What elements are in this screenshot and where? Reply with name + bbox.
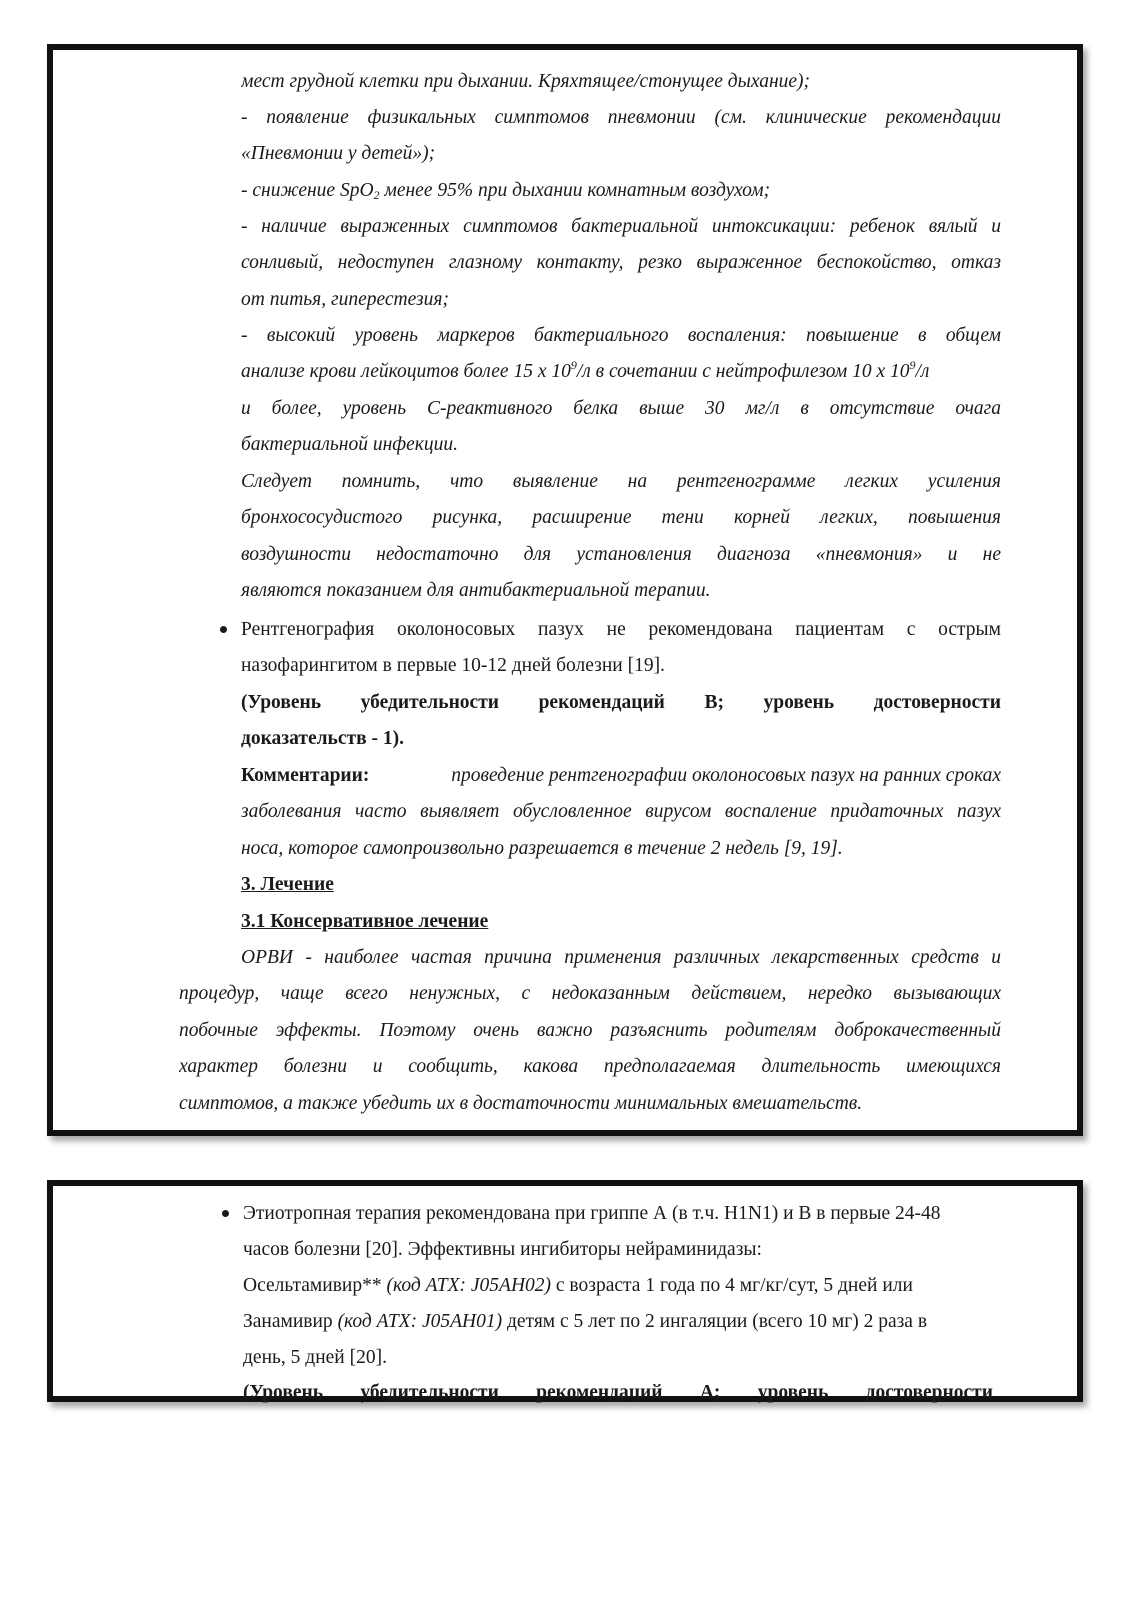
text-line: день, 5 дней [20]. xyxy=(243,1347,387,1368)
text-line: Следует помнить, что выявление на рентгенограмме легких усиления xyxy=(241,471,1001,492)
evidence-level-line: (Уровень убедительности рекомендаций В; уровень достоверности xyxy=(241,692,1001,713)
evidence-level-line: доказательств - 1). xyxy=(241,728,404,749)
text-line: мест грудной клетки при дыхании. Кряхтящее/стонущее дыхание); xyxy=(241,71,811,92)
document-page-frame-1 xyxy=(47,44,1083,1136)
text-line: воздушности недостаточно для установления диагноза «пневмония» и не xyxy=(241,544,1001,565)
text-line: носа, которое самопроизвольно разрешается в течение 2 недель [9, 19]. xyxy=(241,838,843,859)
text-line: побочные эффекты. Поэтому очень важно разъяснить родителям доброкачественный xyxy=(179,1020,1001,1041)
comment-line: Комментарии: проведение рентгенографии околоносовых пазух на ранних сроках xyxy=(241,765,1001,786)
text-line: Рентгенография околоносовых пазух не рекомендована пациентам с острым xyxy=(241,619,1001,640)
drug-line: Занамивир (код АТХ: J05AH01) детям с 5 лет по 2 ингаляции (всего 10 мг) 2 раза в xyxy=(243,1311,928,1332)
text-line: часов болезни [20]. Эффективны ингибиторы нейраминидазы: xyxy=(243,1239,762,1260)
text-line: - появление физикальных симптомов пневмонии (см. клинические рекомендации xyxy=(241,107,1001,128)
bullet-icon xyxy=(222,1210,229,1217)
text-line: Этиотропная терапия рекомендована при гриппе А (в т.ч. H1N1) и В в первые 24-48 xyxy=(243,1203,941,1224)
drug-line: Осельтамивир** (код АТХ: J05AH02) с возраста 1 года по 4 мг/кг/сут, 5 дней или xyxy=(243,1275,913,1296)
subsection-heading: 3.1 Консервативное лечение xyxy=(241,911,489,932)
section-heading: 3. Лечение xyxy=(241,874,334,895)
text-line: бронхососудистого рисунка, расширение тени корней легких, повышения xyxy=(241,507,1001,528)
text-line: являются показанием для антибактериальной терапии. xyxy=(241,580,711,601)
text-line: - наличие выраженных симптомов бактериальной интоксикации: ребенок вялый и xyxy=(241,216,1001,237)
text-line: и более, уровень С-реактивного белка выше 30 мг/л в отсутствие очага xyxy=(241,398,1001,419)
document-page-frame-2 xyxy=(47,1180,1083,1402)
text-line-leukocytes: анализе крови лейкоцитов более 15 х $10^9/л$ в сочетании с нейтрофилезом 10 х $10^9/л$ xyxy=(241,358,930,382)
text-line: характер болезни и сообщить, какова предполагаемая длительность имеющихся xyxy=(179,1056,1001,1077)
bullet-icon xyxy=(220,626,227,633)
text-line: ОРВИ - наиболее частая причина применения различных лекарственных средств и xyxy=(241,947,1001,968)
text-line: от питья, гиперестезия; xyxy=(241,289,449,310)
text-line: «Пневмонии у детей»); xyxy=(241,143,436,164)
text-line: бактериальной инфекции. xyxy=(241,434,459,455)
text-line: - высокий уровень маркеров бактериального воспаления: повышение в общем xyxy=(241,325,1001,346)
text-line-spo2: - снижение SpO$_2$ менее 95% при дыхании комнатным воздухом; xyxy=(241,180,771,202)
text-line: процедур, чаще всего ненужных, с недоказанным действием, нередко вызывающих xyxy=(179,983,1001,1004)
text-line: заболевания часто выявляет обусловленное вирусом воспаление придаточных пазух xyxy=(241,801,1001,822)
text-line: назофарингитом в первые 10-12 дней болезни [19]. xyxy=(241,655,665,676)
text-line: симптомов, а также убедить их в достаточности минимальных вмешательств. xyxy=(179,1093,863,1114)
evidence-level-line: (Уровень убедительности рекомендаций А; уровень достоверности xyxy=(243,1382,993,1403)
text-line: сонливый, недоступен глазному контакту, резко выраженное беспокойство, отказ xyxy=(241,252,1001,273)
